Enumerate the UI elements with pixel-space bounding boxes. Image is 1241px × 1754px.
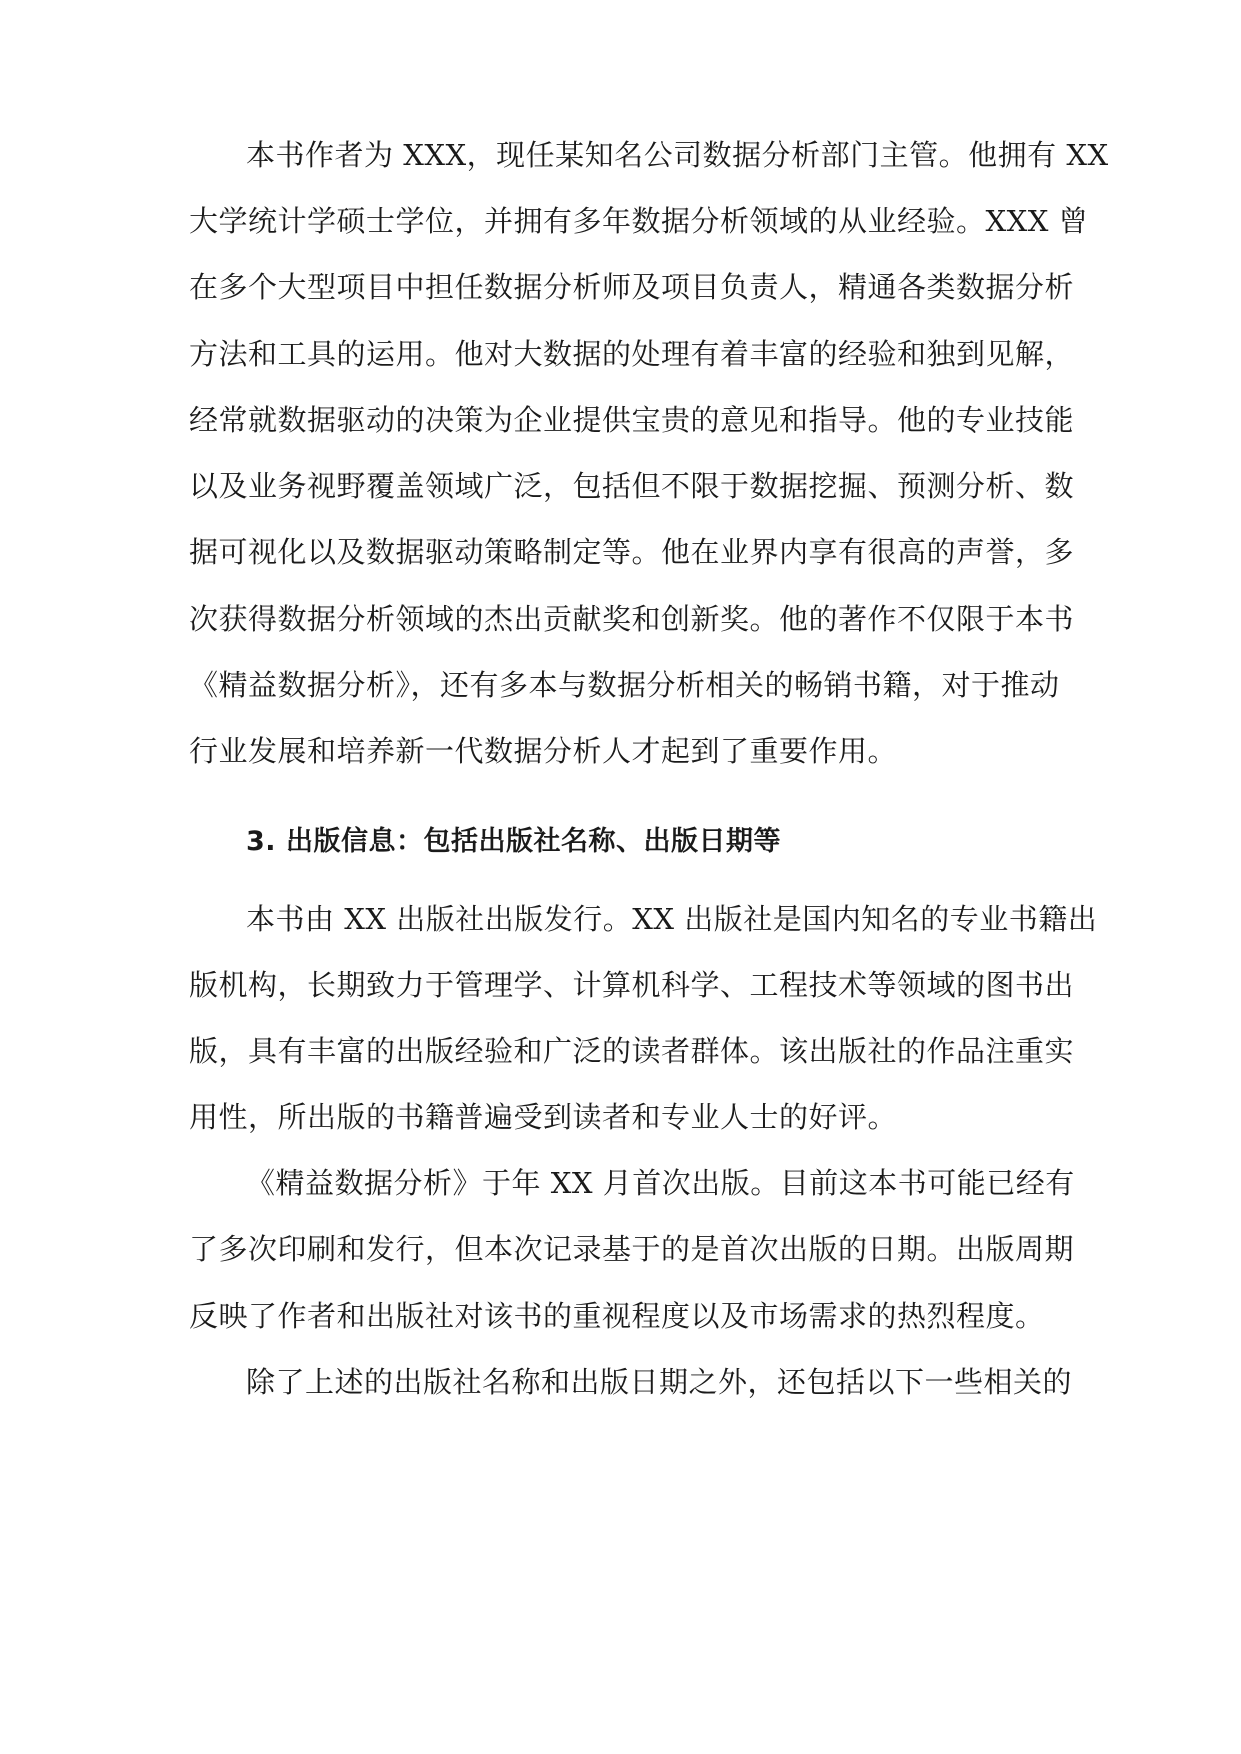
text-line: 在多个大型项目中担任数据分析师及项目负责人，精通各类数据分析 bbox=[189, 270, 1075, 304]
text-line: 本书作者为 XXX，现任某知名公司数据分析部门主管。他拥有 XX bbox=[246, 138, 1109, 172]
text-line: 《精益数据分析》，还有多本与数据分析相关的畅销书籍，对于推动 bbox=[189, 668, 1060, 702]
text-line: 本书由 XX 出版社出版发行。XX 出版社是国内知名的专业书籍出 bbox=[246, 902, 1098, 936]
text-line: 经常就数据驱动的决策为企业提供宝贵的意见和指导。他的专业技能 bbox=[189, 403, 1075, 437]
text-line: 了多次印刷和发行，但本次记录基于的是首次出版的日期。出版周期 bbox=[189, 1232, 1075, 1266]
text-line: 方法和工具的运用。他对大数据的处理有着丰富的经验和独到见解， bbox=[189, 337, 1075, 371]
text-line: 版机构，长期致力于管理学、计算机科学、工程技术等领域的图书出 bbox=[189, 968, 1075, 1002]
text-line: 除了上述的出版社名称和出版日期之外，还包括以下一些相关的 bbox=[246, 1365, 1073, 1399]
text-line: 以及业务视野覆盖领域广泛，包括但不限于数据挖掘、预测分析、数 bbox=[189, 469, 1075, 503]
text-line: 用性，所出版的书籍普遍受到读者和专业人士的好评。 bbox=[189, 1100, 898, 1134]
text-line: 反映了作者和出版社对该书的重视程度以及市场需求的热烈程度。 bbox=[189, 1299, 1045, 1333]
section-heading: 3. 出版信息：包括出版社名称、出版日期等 bbox=[246, 826, 781, 857]
text-line: 大学统计学硕士学位，并拥有多年数据分析领域的从业经验。XXX 曾 bbox=[189, 204, 1089, 238]
text-line: 据可视化以及数据驱动策略制定等。他在业界内享有很高的声誉，多 bbox=[189, 535, 1075, 569]
text-line: 《精益数据分析》于年 XX 月首次出版。目前这本书可能已经有 bbox=[246, 1166, 1075, 1200]
text-line: 版，具有丰富的出版经验和广泛的读者群体。该出版社的作品注重实 bbox=[189, 1034, 1075, 1068]
text-line: 次获得数据分析领域的杰出贡献奖和创新奖。他的著作不仅限于本书 bbox=[189, 602, 1075, 636]
text-line: 行业发展和培养新一代数据分析人才起到了重要作用。 bbox=[189, 734, 898, 768]
